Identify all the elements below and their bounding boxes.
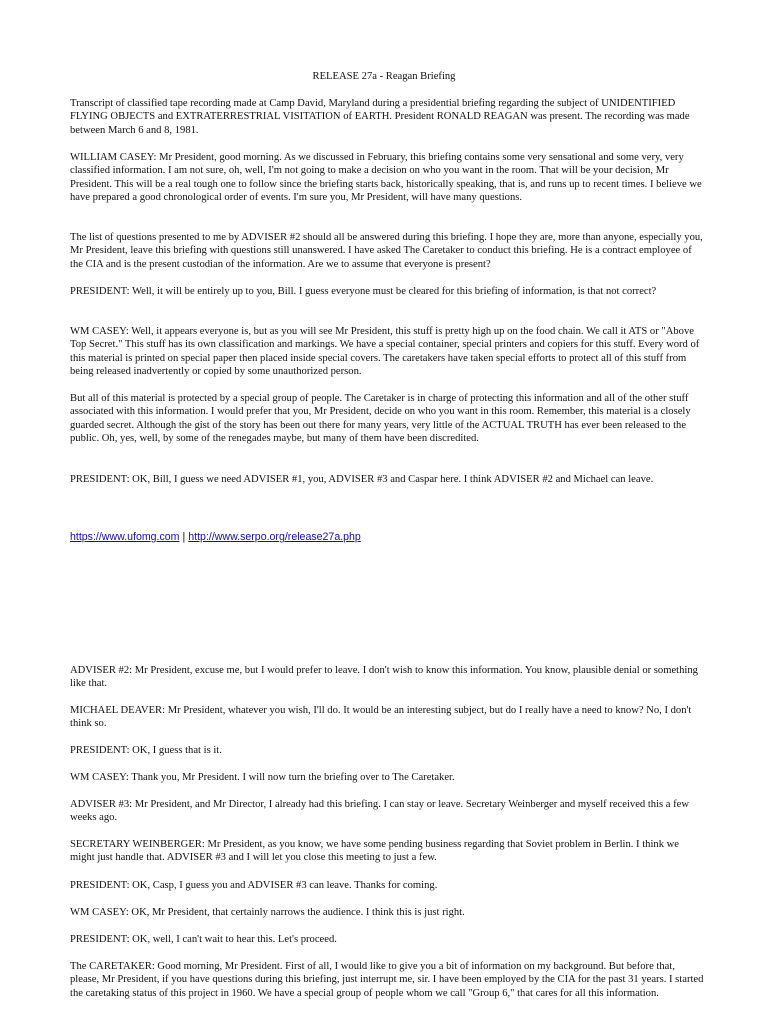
paragraph-adviser3: ADVISER #3: Mr President, and Mr Director, I already had this briefing. I can stay or leave. Secretary Weinberger and myself received this a few weeks ago. <box>70 799 690 824</box>
paragraph-president-3: PRESIDENT: OK, I guess that is it. <box>70 745 222 756</box>
paragraph-intro: Transcript of classified tape recording made at Camp David, Maryland during a presidential briefing regarding the subject of UNIDENTIFIED FLYING OBJECTS and EXTRATERRESTRIAL VISITATION of EARTH. President RONALD REAGAN was present. The recording was made between March 6 and 8, 1981. <box>70 98 690 136</box>
paragraph-president-4: PRESIDENT: OK, Casp, I guess you and ADVISER #3 can leave. Thanks for coming. <box>70 880 438 891</box>
link-ufomg[interactable]: https://www.ufomg.com <box>70 531 180 543</box>
paragraph-casey-ats: WM CASEY: Well, it appears everyone is, but as you will see Mr President, this stuff is pretty high up on the food chain. We call it ATS or "Above Top Secret." This stuff has its own classification and markings. We have a special container, special printers and copiers for this stuff. Every word of this material is printed on special paper then placed inside special covers. The caretakers have taken special efforts to protect all of this stuff from being released inadvertently or copied by some unauthorized person. <box>70 326 700 378</box>
paragraph-president-2: PRESIDENT: OK, Bill, I guess we need ADVISER #1, you, ADVISER #3 and Caspar here. I think ADVISER #2 and Michael can leave. <box>70 474 654 485</box>
paragraph-caretaker: The CARETAKER: Good morning, Mr President. First of all, I would like to give you a bit of information on my background. But before that, please, Mr President, if you have questions during this briefing, just interrupt me, sir. I have been employed by the CIA for the past 31 years. I started the caretaking status of this project in 1960. We have a special group of people whom we call "Group 6," that cares for all this information. <box>70 961 704 999</box>
paragraph-casey-audience: WM CASEY: OK, Mr President, that certainly narrows the audience. I think this is just right. <box>70 907 465 918</box>
paragraph-deaver: MICHAEL DEAVER: Mr President, whatever you wish, I'll do. It would be an interesting subject, but do I really have a need to know? No, I don't think so. <box>70 705 692 730</box>
paragraph-weinberger: SECRETARY WEINBERGER: Mr President, as you know, we have some pending business regarding that Soviet problem in Berlin. I think we might just handle that. ADVISER #3 and I will let you close this meeting to just a few. <box>70 839 679 864</box>
paragraph-questions-list: The list of questions presented to me by ADVISER #2 should all be answered during this briefing. I hope they are, more than anyone, especially you, Mr President, leave this briefing with questions still unanswered. I have asked The Caretaker to conduct this briefing. He is a contract employee of the CIA and is the present custodian of the information. Are we to assume that everyone is present? <box>70 232 703 270</box>
paragraph-president-1: PRESIDENT: Well, it will be entirely up to you, Bill. I guess everyone must be cleared for this briefing of information, is that not correct? <box>70 286 657 297</box>
paragraph-adviser2: ADVISER #2: Mr President, excuse me, but I would prefer to leave. I don't wish to know this information. You know, plausible denial or something like that. <box>70 665 698 690</box>
paragraph-president-5: PRESIDENT: OK, well, I can't wait to hear this. Let's proceed. <box>70 934 337 945</box>
paragraph-protected-material: But all of this material is protected by a special group of people. The Caretaker is in charge of protecting this information and all of the other stuff associated with this information. I would prefer that you, Mr President, decide on who you want in this room. Remember, this material is a closely guarded secret. Although the gist of the story has been out there for many years, very little of the ACTUAL TRUTH has ever been released to the public. Oh, yes, well, by some of the renegades maybe, but many of them have been discredited. <box>70 393 691 445</box>
footer-links <box>70 531 361 544</box>
paragraph-casey-opening: WILLIAM CASEY: Mr President, good morning. As we discussed in February, this briefing contains some very sensational and some very, very classified information. I am not sure, oh, well, I'm not going to make a decision on who you want in the room. That will be your decision, Mr President. This will be a real tough one to follow since the briefing starts back, historically speaking, that is, and runs up to recent times. I believe we have prepared a good chronological order of events. I'm sure you, Mr President, will have many questions. <box>70 152 702 204</box>
link-separator: | <box>182 531 186 543</box>
document-title: RELEASE 27a - Reagan Briefing <box>312 71 456 82</box>
paragraph-casey-turnover: WM CASEY: Thank you, Mr President. I will now turn the briefing over to The Caretaker. <box>70 772 455 783</box>
link-serpo[interactable]: http://www.serpo.org/release27a.php <box>188 531 361 543</box>
